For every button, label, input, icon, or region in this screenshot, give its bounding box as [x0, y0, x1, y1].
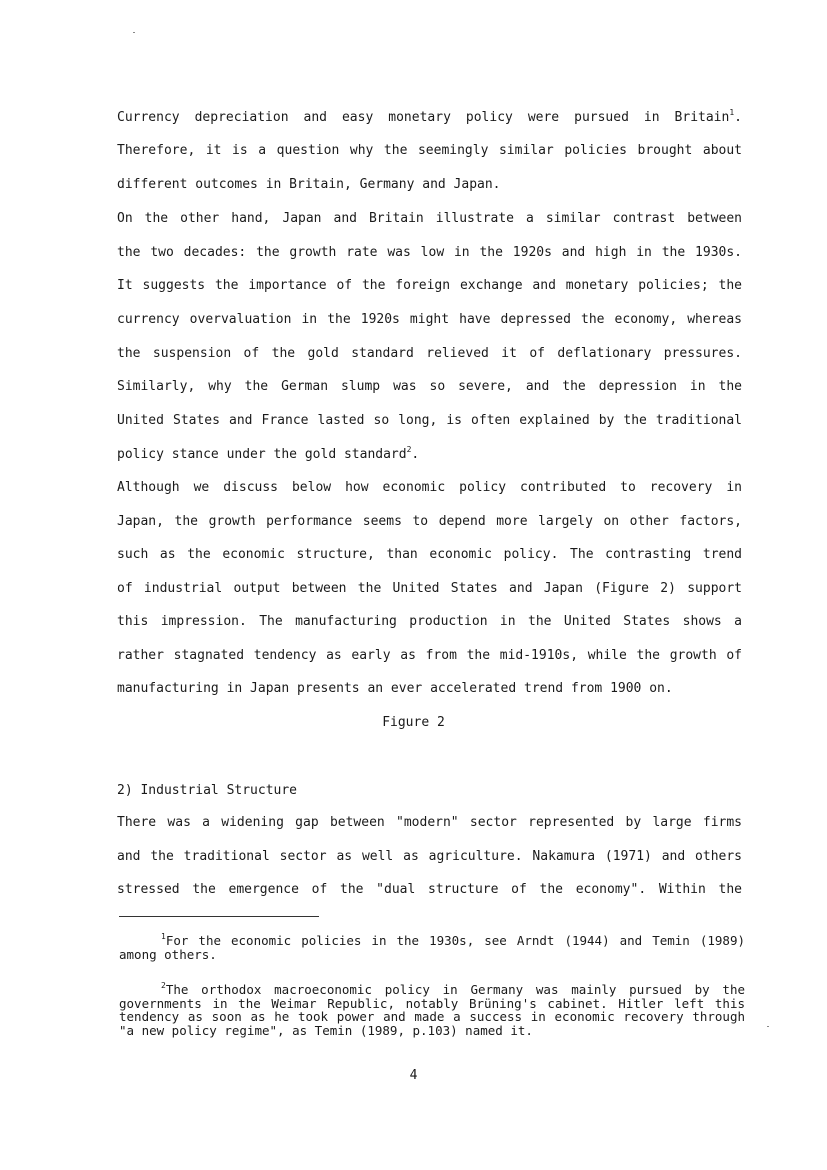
body-line-15: of industrial output between the United States and Japan (Figure 2) support: [117, 581, 742, 596]
body-line-3: different outcomes in Britain, Germany and Japan.: [117, 177, 501, 192]
body-line-18: manufacturing in Japan presents an ever accelerated trend from 1900 on.: [117, 681, 673, 696]
section-heading: 2) Industrial Structure: [117, 783, 298, 798]
body-line-16: this impression. The manufacturing production in the United States shows a: [117, 614, 742, 629]
body-line-2: Therefore, it is a question why the seemingly similar policies brought about: [117, 143, 742, 158]
footnote-2: [119, 983, 745, 1037]
footnote-2-mark: 2: [161, 981, 166, 990]
footnote-2-text: The orthodox macroeconomic policy in Germany was mainly pursued by the governments in the Weimar Republic, notably Brüning's cabinet. Hitler left this tendency as soon as he took power and made a success in economic recovery through "a new policy regime", as Temin (1989, p.103) named it.: [119, 982, 745, 1038]
body-line-1: Currency depreciation and easy monetary policy were pursued in Britain$^1$.: [117, 108, 742, 125]
scan-speck: [767, 1026, 769, 1027]
figure-placeholder: Figure 2: [382, 715, 445, 730]
footnote-ref-1: 1: [729, 108, 735, 117]
body-line-9: Similarly, why the German slump was so severe, and the depression in the: [117, 379, 742, 394]
footnote-1: [119, 934, 745, 961]
section-line-2: and the traditional sector as well as agriculture. Nakamura (1971) and others: [117, 849, 742, 864]
body-line-7: currency overvaluation in the 1920s might have depressed the economy, whereas: [117, 312, 742, 327]
section-line-3: stressed the emergence of the "dual structure of the economy". Within the: [117, 882, 742, 897]
page-number: 4: [409, 1068, 418, 1083]
body-line-11: policy stance under the gold standard$^2$.: [117, 445, 420, 462]
body-line-10: United States and France lasted so long, is often explained by the traditional: [117, 413, 742, 428]
body-line-6: It suggests the importance of the foreign exchange and monetary policies; the: [117, 278, 742, 293]
body-line-12: Although we discuss below how economic policy contributed to recovery in: [117, 480, 742, 495]
footnote-1-text: For the economic policies in the 1930s, see Arndt (1944) and Temin (1989) among others.: [119, 933, 745, 962]
body-line-13: Japan, the growth performance seems to depend more largely on other factors,: [117, 514, 742, 529]
body-line-14: such as the economic structure, than economic policy. The contrasting trend: [117, 547, 742, 562]
body-line-4: On the other hand, Japan and Britain illustrate a similar contrast between: [117, 211, 742, 226]
body-line-8: the suspension of the gold standard relieved it of deflationary pressures.: [117, 346, 742, 361]
footnote-1-mark: 1: [161, 932, 166, 941]
footnote-separator: [119, 916, 319, 917]
body-line-17: rather stagnated tendency as early as from the mid-1910s, while the growth of: [117, 648, 742, 663]
footnote-ref-2: 2: [406, 445, 412, 454]
section-line-1: There was a widening gap between "modern" sector represented by large firms: [117, 815, 742, 830]
scan-speck: [133, 32, 135, 33]
body-line-5: the two decades: the growth rate was low in the 1920s and high in the 1930s.: [117, 245, 742, 260]
